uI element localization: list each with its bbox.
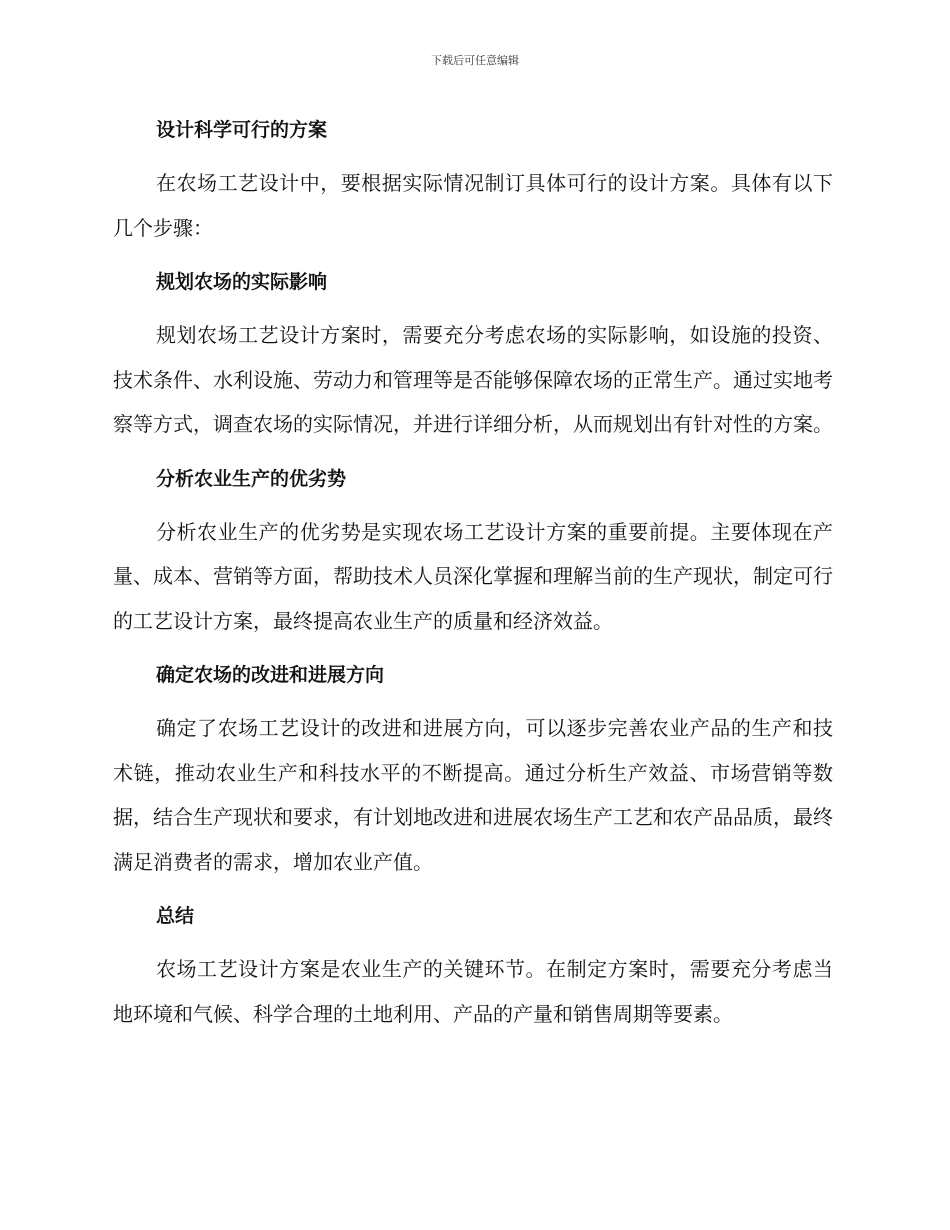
section-paragraph-feasible-plan: 在农场工艺设计中，要根据实际情况制订具体可行的设计方案。具体有以下几个步骤： — [113, 171, 833, 240]
section-paragraph-summary: 农场工艺设计方案是农业生产的关键环节。在制定方案时，需要充分考虑当地环境和气候、科学合理的土地利用、产品的产量和销售周期等要素。 — [113, 957, 833, 1026]
section-heading-pros-cons: 分析农业生产的优劣势 — [156, 467, 347, 490]
section-heading-feasible-plan: 设计科学可行的方案 — [156, 119, 328, 141]
section-paragraph-improvement-direction: 确定了农场工艺设计的改进和进展方向，可以逐步完善农业产品的生产和技术链，推动农业生产和科技水平的不断提高。通过分析生产效益、市场营销等数据，结合生产现状和要求，有计划地改进和进展农场生产工艺和农产品品质，最终满足消费者的需求，增加农业产值。 — [113, 716, 833, 874]
section-heading-farm-impact: 规划农场的实际影响 — [156, 271, 328, 293]
section-paragraph-farm-impact: 规划农场工艺设计方案时，需要充分考虑农场的实际影响，如设施的投资、技术条件、水利设施、劳动力和管理等是否能够保障农场的正常生产。通过实地考察等方式，调查农场的实际情况，并进行详细分析，从而规划出有针对性的方案。 — [113, 323, 833, 436]
document-body — [113, 113, 833, 1051]
page-header: 下载后可任意编辑 — [431, 54, 519, 67]
section-heading-improvement-direction: 确定农场的改进和进展方向 — [156, 664, 385, 686]
section-paragraph-pros-cons: 分析农业生产的优劣势是实现农场工艺设计方案的重要前提。主要体现在产量、成本、营销等方面，帮助技术人员深化掌握和理解当前的生产现状，制定可行的工艺设计方案，最终提高农业生产的质量和经济效益。 — [113, 519, 833, 633]
section-heading-summary: 总结 — [156, 905, 195, 927]
